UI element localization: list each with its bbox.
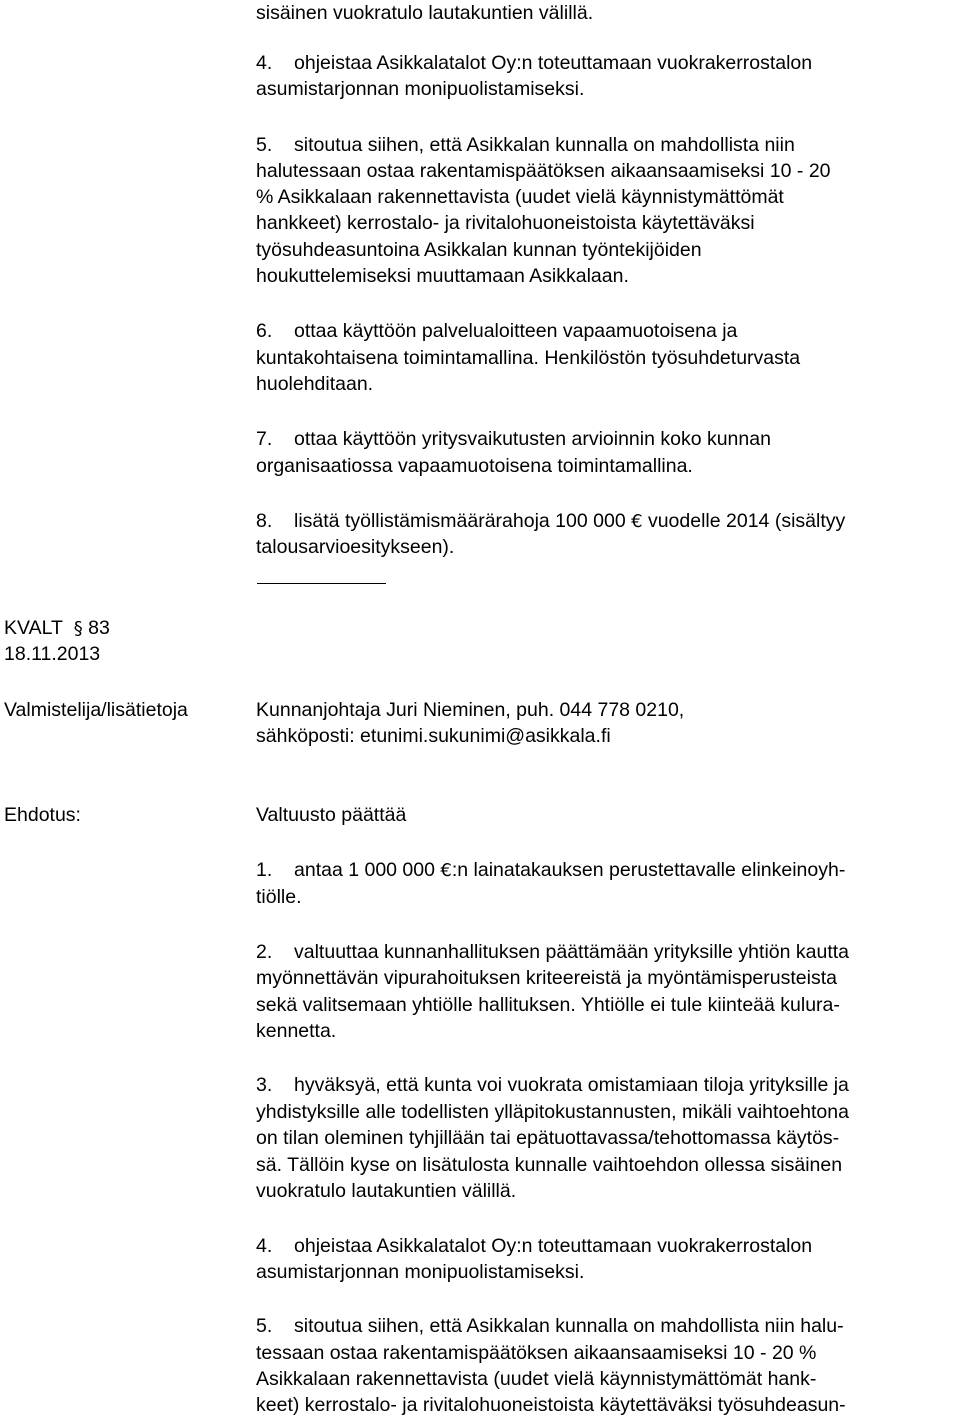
item-number: 4. [256,52,273,74]
proposal-label: Ehdotus: [4,804,81,826]
item-text: sitoutua siihen, että Asikkalan kunnalla on mahdollista niin [294,134,795,156]
section-code [4,615,110,642]
list-item [256,939,849,965]
item-text: valtuuttaa kunnanhallituksen päättämään yrityksille yhtiön kautta [294,941,849,963]
item-number: 8. [256,510,273,532]
preparer-label: Valmistelija/lisätietoja [4,699,188,721]
text-line: Asikkalaan rakennettavista (uudet vielä käynnistymättömät hank- [256,1368,817,1390]
section-prefix: KVALT [4,617,63,639]
text-line: asumistarjonnan monipuolistamiseksi. [256,78,585,100]
text-line: kuntakohtaisena toimintamallina. Henkilöstön työsuhdeturvasta [256,347,801,369]
item-number: 6. [256,320,273,342]
euro-sign-icon: € [440,860,452,881]
euro-sign-icon: € [631,511,643,532]
text-line: vuokratulo lautakuntien välillä. [256,1180,517,1202]
text-line: hankkeet) kerrostalo- ja rivitalohuoneistoista käytettäväksi [256,212,755,234]
text-line: sekä valitsemaan yhtiölle hallituksen. Yhtiölle ei tule kiinteää kulura- [256,994,840,1016]
item-number: 4. [256,1235,273,1257]
list-item [256,426,771,452]
item-number: 5. [256,134,273,156]
section-sign-icon: § [73,618,83,639]
list-item [256,318,737,344]
preparer-contact: Kunnanjohtaja Juri Nieminen, puh. 044 778 0210, [256,699,685,721]
text-line: keet) kerrostalo- ja rivitalohuoneistoista käytettäväksi työsuhdeasun- [256,1394,846,1416]
text-line: kennetta. [256,1020,337,1042]
text-line: sisäinen vuokratulo lautakuntien välillä. [256,2,594,24]
list-item [256,50,812,76]
item-text: ottaa käyttöön palvelualoitteen vapaamuotoisena ja [294,320,738,342]
item-number: 3. [256,1074,273,1096]
divider-rule [257,583,386,584]
text-line: sä. Tällöin kyse on lisätulosta kunnalle vaihtoehdon ollessa sisäinen [256,1154,843,1176]
item-number: 1. [256,859,273,881]
list-item [256,1072,849,1098]
text-line: yhdistyksille alle todellisten ylläpitokustannusten, mikäli vaihtoehtona [256,1101,849,1123]
item-text: vuodelle 2014 (sisältyy [642,510,846,532]
section-date: 18.11.2013 [4,643,101,665]
text-line: talousarvioesitykseen). [256,536,455,558]
text-line: % Asikkalaan rakennettavista (uudet vielä käynnistymättömät [256,186,784,208]
item-number: 2. [256,941,273,963]
text-line: huolehditaan. [256,373,374,395]
item-text: ohjeistaa Asikkalatalot Oy:n toteuttamaan vuokrakerrostalon [294,52,813,74]
text-line: on tilan oleminen tyhjillään tai epätuottavassa/tehottomassa käytös- [256,1127,840,1149]
item-text: ohjeistaa Asikkalatalot Oy:n toteuttamaan vuokrakerrostalon [294,1235,813,1257]
text-line: asumistarjonnan monipuolistamiseksi. [256,1261,585,1283]
item-number: 5. [256,1315,273,1337]
item-text: :n lainatakauksen perustettavalle elinkeinoyh- [451,859,846,881]
item-text: hyväksyä, että kunta voi vuokrata omistamiaan tiloja yrityksille ja [294,1074,849,1096]
item-text: ottaa käyttöön yritysvaikutusten arvioinnin koko kunnan [294,428,771,450]
item-text: sitoutua siihen, että Asikkalan kunnalla on mahdollista niin halu- [294,1315,844,1337]
item-text: lisätä työllistämismäärärahoja 100 000 [294,510,632,532]
preparer-email: sähköposti: etunimi.sukunimi@asikkala.fi [256,725,611,747]
list-item [256,508,845,535]
item-number: 7. [256,428,273,450]
text-line: tessaan ostaa rakentamispäätöksen aikaansaamiseksi 10 - 20 % [256,1342,817,1364]
list-item [256,1313,844,1339]
list-item [256,857,845,884]
list-item [256,132,795,158]
text-line: työsuhdeasuntoina Asikkalan kunnan työntekijöiden [256,239,702,261]
section-number: 83 [88,617,110,639]
item-text: antaa 1 000 000 [294,859,441,881]
text-line: organisaatiossa vapaamuotoisena toimintamallina. [256,455,693,477]
proposal-heading: Valtuusto päättää [256,804,407,826]
text-line: myönnettävän vipurahoituksen kriteereistä ja myöntämisperusteista [256,967,837,989]
text-line: halutessaan ostaa rakentamispäätöksen aikaansaamiseksi 10 - 20 [256,160,831,182]
text-line: tiölle. [256,886,302,908]
list-item [256,1233,812,1259]
text-line: houkuttelemiseksi muuttamaan Asikkalaan. [256,265,629,287]
